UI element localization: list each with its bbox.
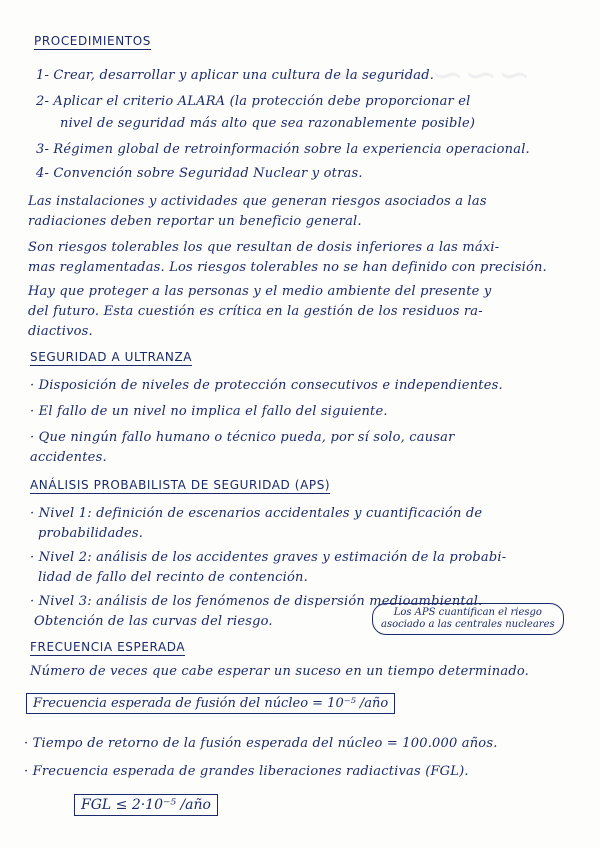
paragraph-1-line-2: radiaciones deben reportar un beneficio general. bbox=[28, 214, 362, 229]
aps-nivel-3-cont: Obtención de las curvas del riesgo. bbox=[34, 614, 273, 629]
aps-nivel-1-cont: probabilidades. bbox=[38, 526, 144, 541]
aps-side-note-line-2: asociado a las centrales nucleares bbox=[381, 619, 555, 630]
heading-procedimientos: PROCEDIMIENTOS bbox=[34, 34, 152, 48]
procedimiento-item-4: 4- Convención sobre Seguridad Nuclear y otras. bbox=[36, 166, 363, 181]
ultranza-bullet-2: · El fallo de un nivel no implica el fallo del siguiente. bbox=[30, 404, 388, 419]
tiempo-retorno-line: · Tiempo de retorno de la fusión esperada del núcleo = 100.000 años. bbox=[24, 736, 498, 751]
aps-nivel-2: · Nivel 2: análisis de los accidentes graves y estimación de la probabi- bbox=[30, 550, 507, 565]
frecuencia-formula-box: Frecuencia esperada de fusión del núcleo = 10⁻⁵ /año bbox=[26, 693, 395, 714]
procedimiento-item-2: 2- Aplicar el criterio ALARA (la protección debe proporcionar el bbox=[36, 94, 471, 109]
aps-nivel-1: · Nivel 1: definición de escenarios accidentales y cuantificación de bbox=[30, 506, 483, 521]
procedimiento-item-2-cont: nivel de seguridad más alto que sea razonablemente posible) bbox=[60, 116, 476, 131]
frecuencia-intro: Número de veces que cabe esperar un suceso en un tiempo determinado. bbox=[30, 664, 529, 679]
fgl-formula-box: FGL ≤ 2·10⁻⁵ /año bbox=[74, 794, 218, 816]
aps-nivel-2-cont: lidad de fallo del recinto de contención. bbox=[38, 570, 308, 585]
procedimiento-item-1: 1- Crear, desarrollar y aplicar una cultura de la seguridad. bbox=[36, 68, 435, 83]
ultranza-bullet-1: · Disposición de niveles de protección consecutivos e independientes. bbox=[30, 378, 503, 393]
heading-aps: ANÁLISIS PROBABILISTA DE SEGURIDAD (APS) bbox=[30, 478, 331, 492]
paragraph-1-line-1: Las instalaciones y actividades que generan riesgos asociados a las bbox=[28, 194, 487, 209]
ultranza-bullet-3: · Que ningún fallo humano o técnico pueda, por sí solo, causar bbox=[30, 430, 455, 445]
procedimiento-item-3: 3- Régimen global de retroinformación sobre la experiencia operacional. bbox=[36, 142, 530, 157]
heading-seguridad-ultranza: SEGURIDAD A ULTRANZA bbox=[30, 350, 193, 364]
paragraph-3-line-2: del futuro. Esta cuestión es crítica en la gestión de los residuos ra- bbox=[28, 304, 483, 319]
fgl-definition-line: · Frecuencia esperada de grandes liberaciones radiactivas (FGL). bbox=[24, 764, 469, 779]
paragraph-2-line-2: mas reglamentadas. Los riesgos tolerables no se han definido con precisión. bbox=[28, 260, 547, 275]
paragraph-3-line-3: diactivos. bbox=[28, 324, 93, 339]
aps-side-note-line-1: Los APS cuantifican el riesgo bbox=[393, 607, 542, 618]
paragraph-3-line-1: Hay que proteger a las personas y el medio ambiente del presente y bbox=[28, 284, 492, 299]
paragraph-2-line-1: Son riesgos tolerables los que resultan de dosis inferiores a las máxi- bbox=[28, 240, 500, 255]
heading-frecuencia-esperada: FRECUENCIA ESPERADA bbox=[30, 640, 186, 654]
aps-side-note bbox=[372, 603, 564, 635]
ultranza-bullet-3-cont: accidentes. bbox=[30, 450, 107, 465]
bleed-through-mark: ~~~~~~ bbox=[330, 52, 532, 98]
aps-nivel-3: · Nivel 3: análisis de los fenómenos de dispersión medioambiental. bbox=[30, 594, 483, 609]
